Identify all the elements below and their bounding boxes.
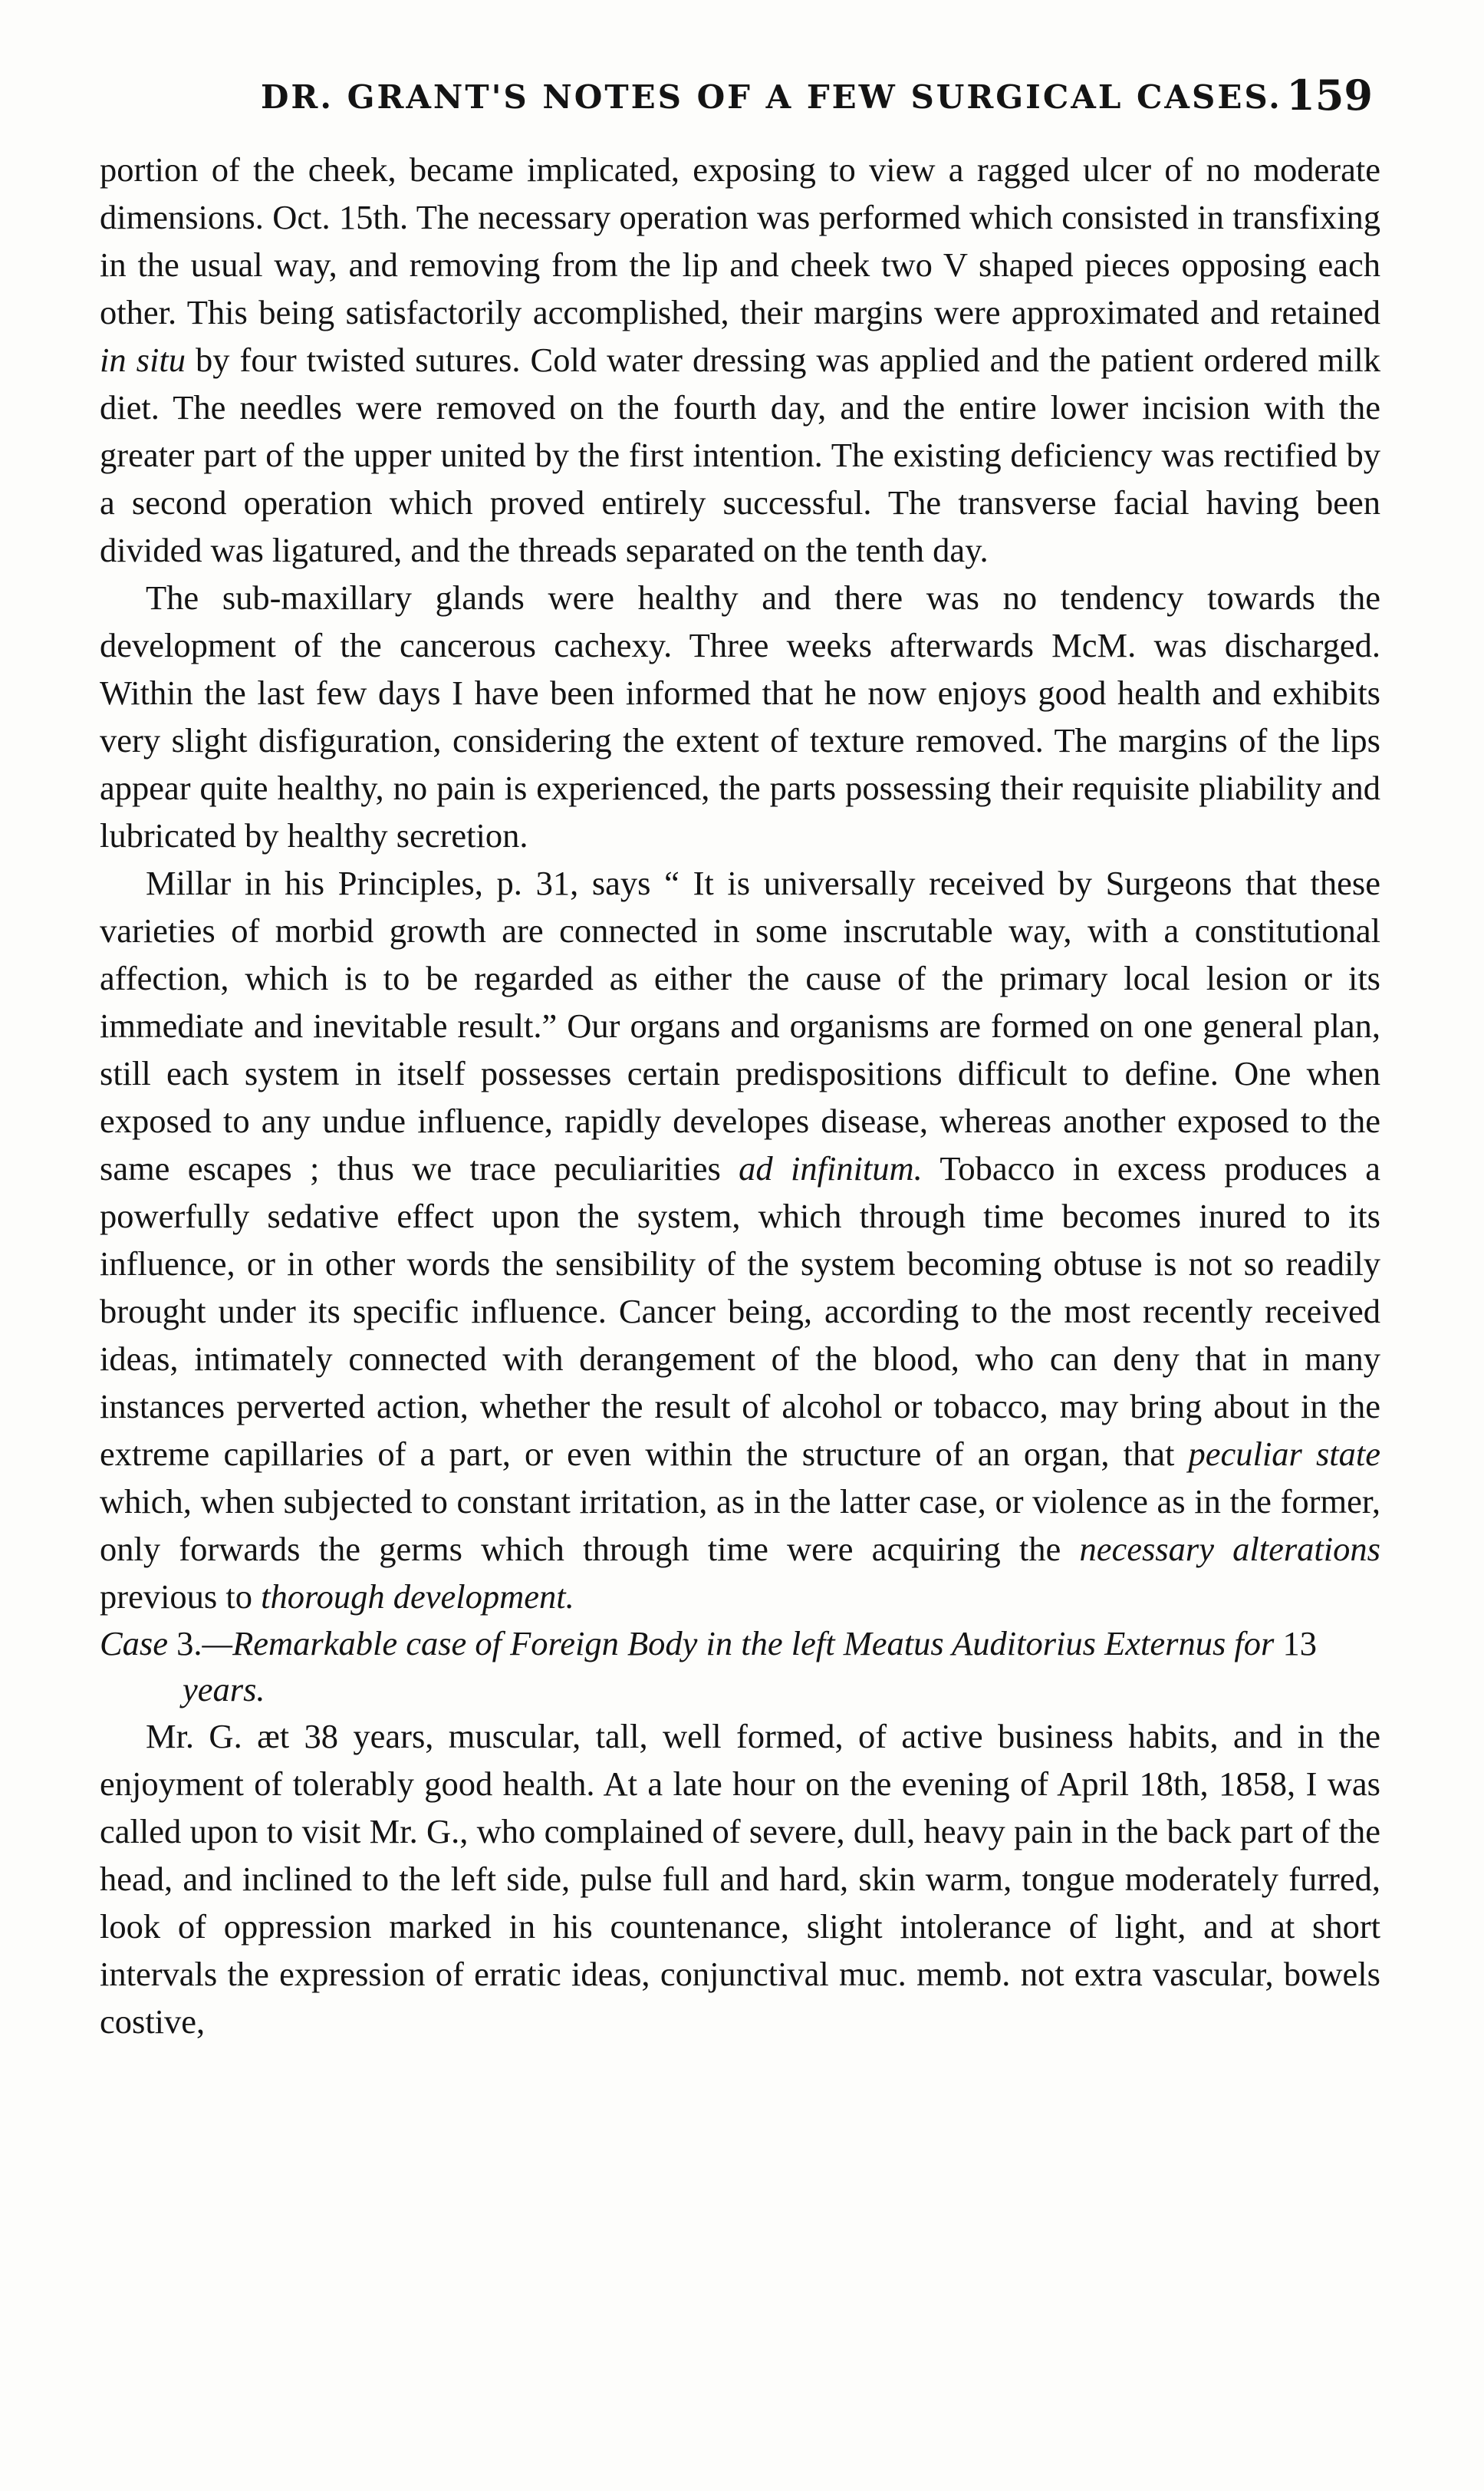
body-text [100, 146, 1380, 2045]
paragraph-continued: portion of the cheek, became implicated, exposing to view a ragged ulcer of no moderate dimensions. Oct. 15th. The necessary operation was performed which consisted in transfixing in the usual way, and removing from the lip and cheek two V shaped pieces opposing each other. This being satisfactorily accomplished, their margins were approximated and retained in situ by four twisted sutures. Cold water dressing was applied and the patient ordered milk diet. The needles were removed on the fourth day, and the entire lower incision with the greater part of the upper united by the first intention. The existing deficiency was rectified by a second operation which proved entirely successful. The transverse facial having been divided was ligatured, and the threads separated on the tenth day. [100, 150, 1380, 569]
case-heading: Case 3.—Remarkable case of Foreign Body in the left Meatus Auditorius Externus for 13 years. [100, 1624, 1317, 1708]
running-head: DR. GRANT'S NOTES OF A FEW SURGICAL CASES. [261, 78, 1282, 116]
paragraph-glands: The sub-maxillary glands were healthy and there was no tendency towards the development of the cancerous cachexy. Three weeks afterwards McM. was discharged. Within the last few days I have been informed that he now enjoys good health and exhibits very slight disfiguration, considering the extent of texture removed. The margins of the lips appear quite healthy, no pain is experienced, the parts possessing their requisite pliability and lubricated by healthy secretion. [100, 578, 1380, 855]
paragraph-case-3: Mr. G. æt 38 years, muscular, tall, well formed, of active business habits, and in the enjoyment of tolerably good health. At a late hour on the evening of April 18th, 1858, I was called upon to visit Mr. G., who complained of severe, dull, heavy pain in the back part of the head, and inclined to the left side, pulse full and hard, skin warm, tongue moderately furred, look of oppression marked in his countenance, slight intolerance of light, and at short intervals the expression of erratic ideas, conjunctival muc. memb. not extra vascular, bowels costive, [100, 1717, 1380, 2041]
page-header [184, 68, 1373, 129]
page-number: 159 [1286, 71, 1373, 120]
paragraph-millar: Millar in his Principles, p. 31, says “ It is universally received by Surgeons that these varieties of morbid growth are connected in some inscrutable way, with a constitutional affection, which is to be regarded as either the cause of the primary local lesion or its immediate and inevitable result.” Our organs and organisms are formed on one general plan, still each system in itself possesses certain predispositions difficult to define. One when exposed to any undue influence, rapidly developes disease, whereas another exposed to the same escapes ; thus we trace peculiarities ad infinitum. Tobacco in excess produces a powerfully sedative effect upon the system, which through time becomes inured to its influence, or in other words the sensibility of the system becoming obtuse is not so readily brought under its specific influence. Cancer being, according to the most recently received ideas, intimately connected with derangement of the blood, who can deny that in many instances perverted action, whether the result of alcohol or tobacco, may bring about in the extreme capillaries of a part, or even within the structure of an organ, that peculiar state which, when subjected to constant irritation, as in the latter case, or violence as in the former, only forwards the germs which through time were acquiring the necessary alterations previous to thorough development. [100, 864, 1380, 1616]
